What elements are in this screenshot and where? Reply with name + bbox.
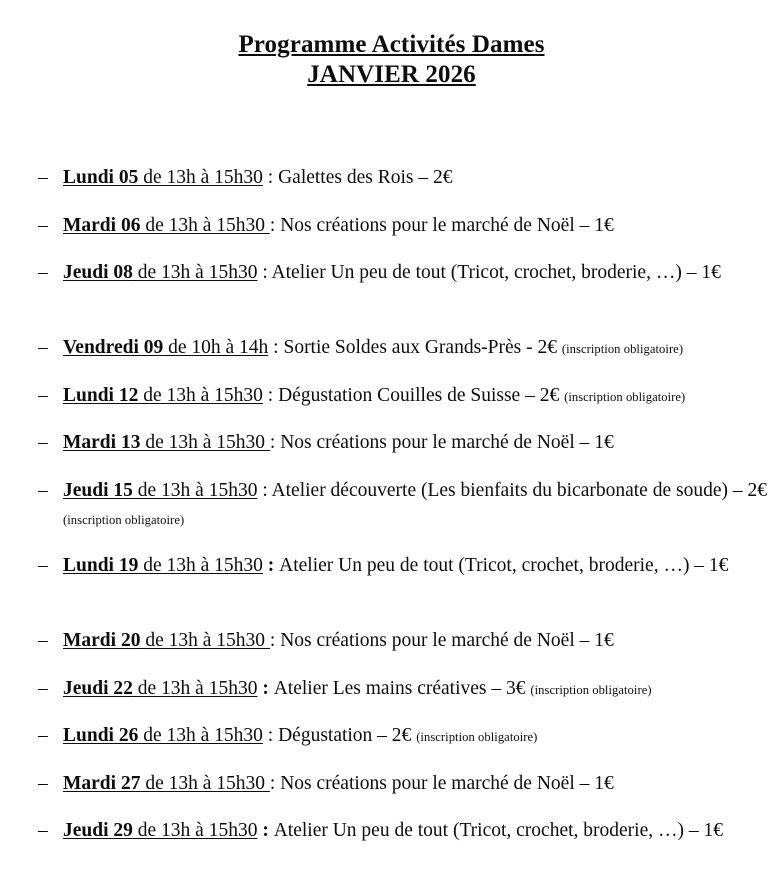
title-line-secondary	[0, 60, 783, 90]
list-item-text	[63, 770, 775, 798]
activity-day: Mardi 13	[63, 432, 141, 454]
activity-time: de 13h à 15h30	[132, 262, 258, 284]
list-item	[0, 212, 783, 260]
activity-separator: :	[257, 262, 272, 284]
list-item-text	[63, 627, 775, 655]
activity-day: Vendredi 09	[63, 337, 164, 359]
list-bullet-dash: –	[38, 262, 48, 284]
list-bullet-dash: –	[38, 629, 48, 651]
list-item-text	[63, 259, 775, 287]
activity-separator: :	[268, 337, 284, 359]
activity-description: Nos créations pour le marché de Noël – 1€	[280, 432, 614, 454]
activity-separator: :	[262, 725, 279, 747]
list-item	[0, 722, 783, 770]
activity-time: de 13h à 15h30	[132, 677, 258, 699]
list-item	[0, 259, 783, 334]
title-line-primary	[0, 30, 783, 60]
activity-description: Atelier Les mains créatives – 3€	[273, 677, 531, 699]
activity-separator: :	[262, 384, 279, 406]
registration-required-note: (inscription obligatoire)	[561, 342, 684, 357]
list-item	[0, 429, 783, 477]
list-item	[0, 675, 783, 723]
activity-time: de 13h à 15h30	[140, 629, 270, 651]
activity-day: Lundi 05	[63, 167, 139, 188]
activity-time: de 13h à 15h30	[138, 384, 263, 406]
activity-separator: :	[257, 820, 274, 842]
activity-time: de 13h à 15h30	[132, 820, 258, 842]
list-bullet-dash: –	[38, 677, 48, 699]
activity-day: Jeudi 15	[63, 479, 133, 501]
list-bullet-dash: –	[38, 384, 48, 406]
activity-day: Mardi 06	[63, 214, 141, 236]
activity-separator: :	[269, 629, 281, 651]
activity-description: Atelier Un peu de tout (Tricot, crochet, broderie, …) – 1€	[279, 554, 729, 576]
activity-time: de 13h à 15h30	[140, 772, 270, 794]
registration-required-note: (inscription obligatoire)	[63, 512, 185, 527]
activity-time: de 10h à 14h	[163, 337, 269, 359]
activity-separator: :	[257, 677, 274, 699]
list-bullet-dash: –	[38, 479, 48, 501]
list-item-text	[63, 334, 775, 363]
list-bullet-dash: –	[38, 167, 48, 188]
list-bullet-dash: –	[38, 725, 48, 747]
document-title	[0, 0, 783, 90]
activity-time: de 13h à 15h30	[138, 554, 263, 576]
list-item-text	[63, 212, 775, 240]
activity-description: Nos créations pour le marché de Noël – 1€	[280, 772, 614, 794]
activity-separator: :	[257, 479, 272, 501]
registration-required-note: (inscription obligatoire)	[416, 730, 538, 745]
list-item-text	[63, 817, 775, 845]
activity-description: Nos créations pour le marché de Noël – 1€	[280, 629, 614, 651]
activity-day: Mardi 27	[63, 772, 141, 794]
activity-separator: :	[269, 214, 281, 236]
list-item	[0, 770, 783, 818]
list-item-text	[63, 429, 775, 457]
activity-day: Jeudi 08	[63, 262, 133, 284]
list-item-text	[63, 477, 775, 534]
list-bullet-dash: –	[38, 214, 48, 236]
registration-required-note: (inscription obligatoire)	[530, 682, 652, 697]
activity-separator: :	[262, 167, 279, 188]
activity-day: Lundi 12	[63, 384, 139, 406]
list-item	[0, 334, 783, 382]
list-item-text	[63, 675, 775, 704]
list-bullet-dash: –	[38, 554, 48, 576]
activity-description: Sortie Soldes aux Grands-Près - 2€	[283, 337, 562, 359]
list-bullet-dash: –	[38, 820, 48, 842]
activity-description: Atelier Un peu de tout (Tricot, crochet, broderie, …) – 1€	[271, 262, 721, 284]
list-item-text	[63, 552, 775, 580]
list-item	[0, 164, 783, 212]
list-bullet-dash: –	[38, 337, 48, 359]
activity-separator: :	[269, 432, 281, 454]
activity-description: Nos créations pour le marché de Noël – 1€	[280, 214, 614, 236]
activity-description: Dégustation Couilles de Suisse – 2€	[278, 384, 565, 406]
activity-description: Atelier découverte (Les bienfaits du bicarbonate de soude) – 2€	[271, 479, 767, 501]
activity-time: de 13h à 15h30	[140, 214, 270, 236]
registration-required-note: (inscription obligatoire)	[564, 389, 686, 404]
activity-description: Galettes des Rois – 2€	[278, 167, 453, 188]
title-text-programme: Programme Activités Dames	[238, 31, 545, 58]
title-text-month: JANVIER 2026	[307, 61, 476, 88]
list-item	[0, 477, 783, 552]
activity-time: de 13h à 15h30	[140, 432, 270, 454]
list-item-text	[63, 382, 775, 411]
activity-separator: :	[269, 772, 281, 794]
activity-time: de 13h à 15h30	[138, 725, 263, 747]
activity-day: Lundi 19	[63, 554, 139, 576]
activity-time: de 13h à 15h30	[132, 479, 258, 501]
activity-description: Atelier Un peu de tout (Tricot, crochet, broderie, …) – 1€	[273, 820, 723, 842]
list-bullet-dash: –	[38, 432, 48, 454]
list-item	[0, 382, 783, 430]
list-item-text	[63, 722, 775, 751]
activity-separator: :	[262, 554, 280, 576]
activity-day: Mardi 20	[63, 629, 141, 651]
list-item	[0, 817, 783, 892]
activity-description: Dégustation – 2€	[278, 725, 417, 747]
list-bullet-dash: –	[38, 772, 48, 794]
list-item	[0, 627, 783, 675]
activity-time: de 13h à 15h30	[138, 167, 263, 188]
activity-day: Jeudi 22	[63, 677, 133, 699]
list-item-text	[63, 164, 775, 192]
list-item	[0, 552, 783, 627]
activity-day: Lundi 26	[63, 725, 139, 747]
activity-day: Jeudi 29	[63, 820, 133, 842]
activity-list	[0, 164, 783, 892]
